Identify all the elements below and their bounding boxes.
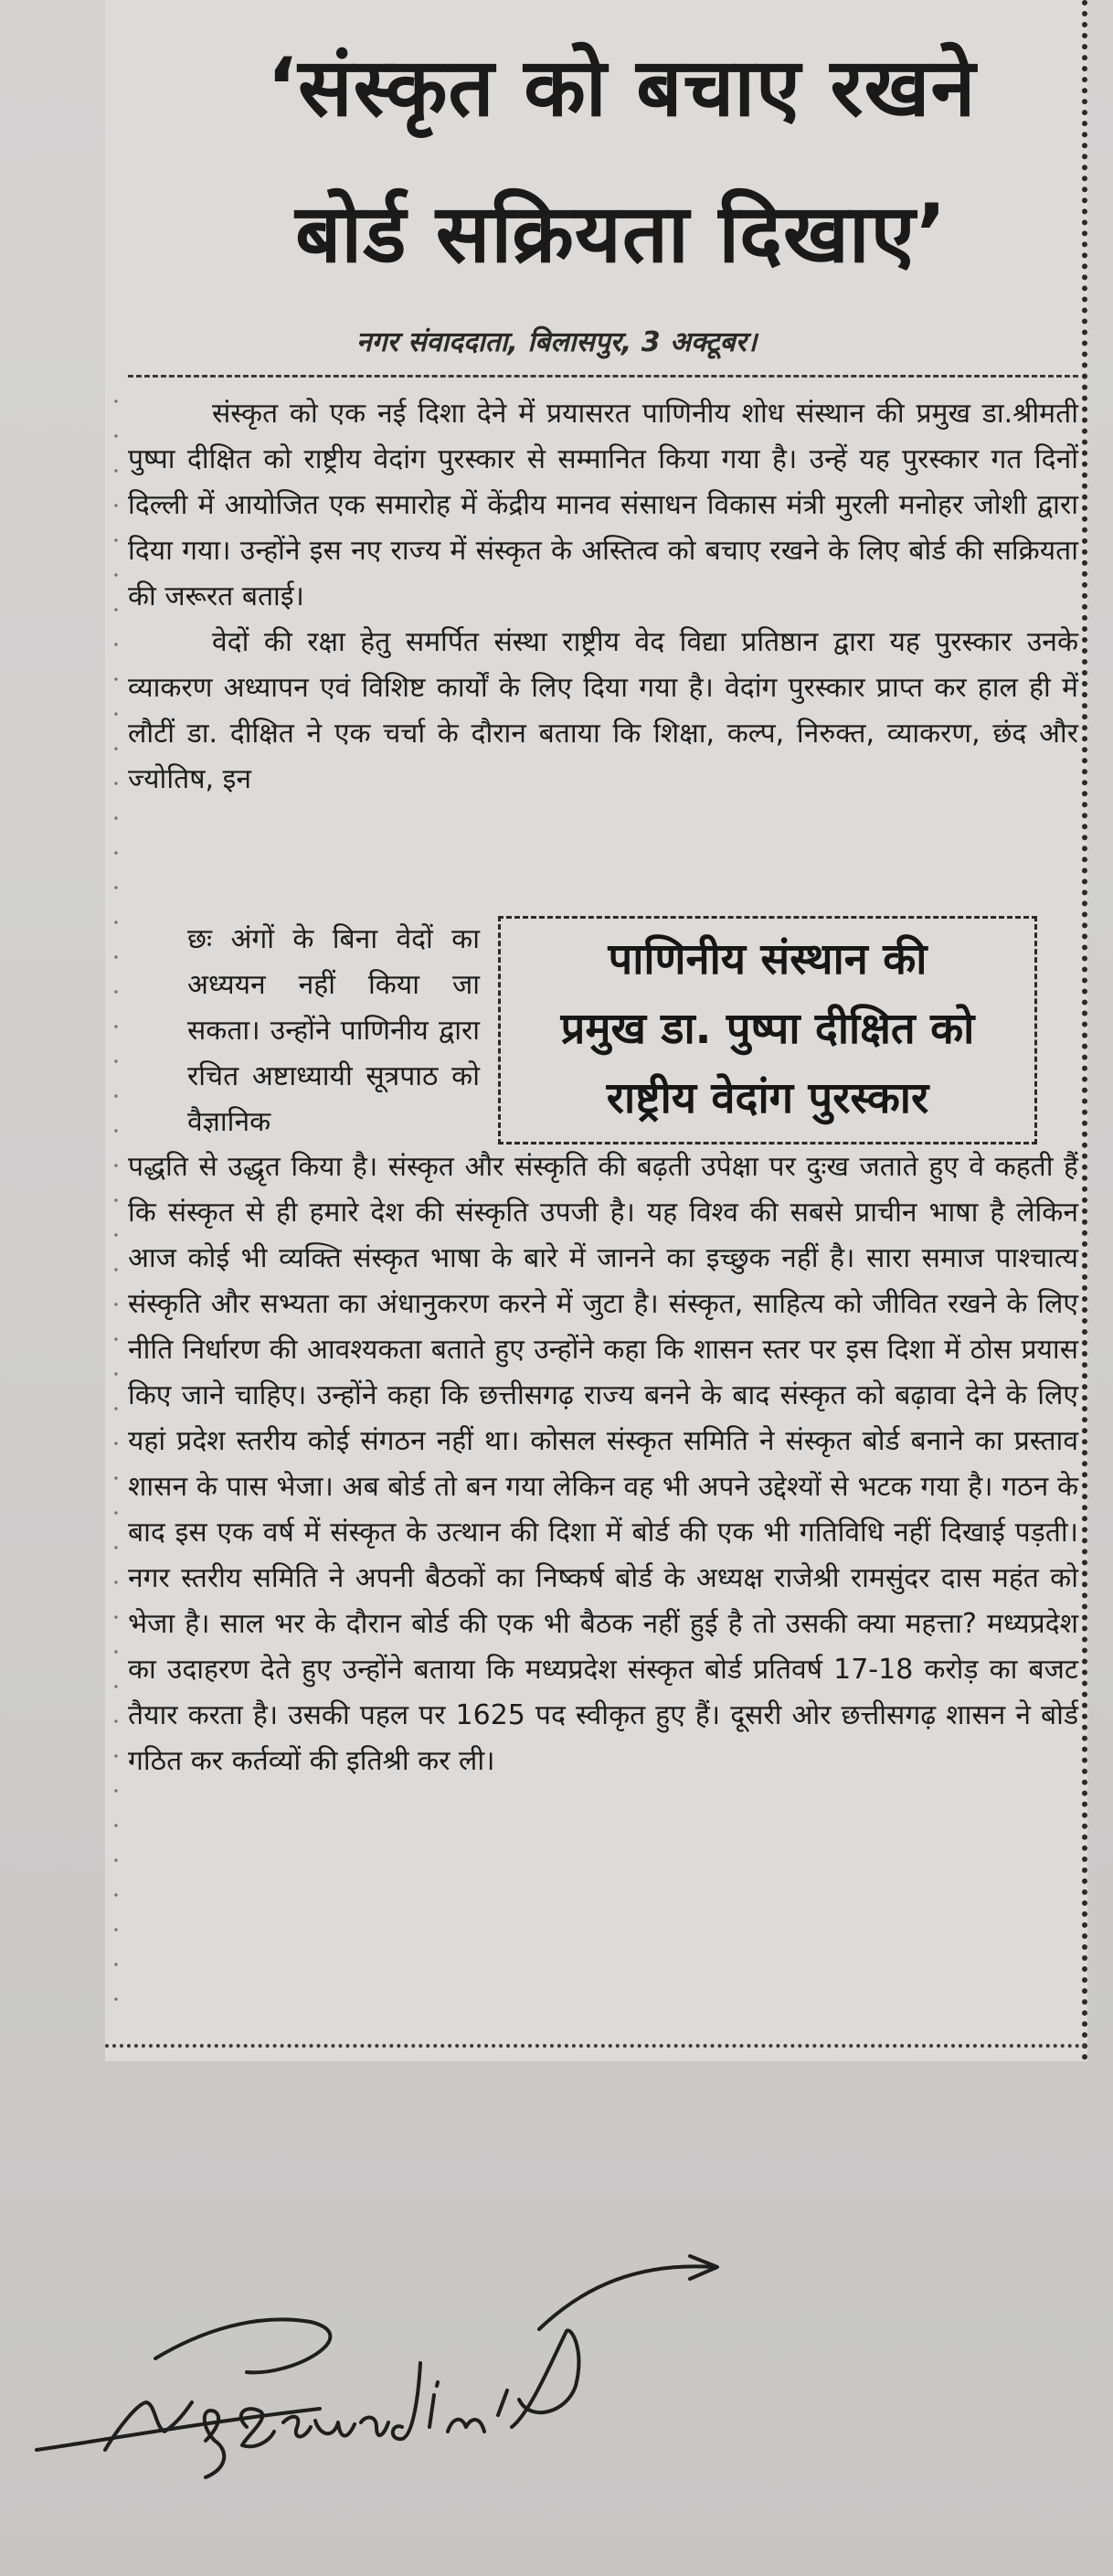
paragraph-2-intro: वेदों की रक्षा हेतु समर्पित संस्था राष्ट्रीय वेद विद्या प्रतिष्ठान द्वारा यह पुरस्कार उनके व्याकरण अध्यापन एवं विशिष्ट कार्यों के लिए दिया गया है। वेदांग पुरस्कार प्राप्त कर हाल ही में लौटीं डा. दीक्षित ने एक चर्चा के दौरान बताया कि शिक्षा, कल्प, निरुक्त, व्याकरण, छंद और ज्योतिष, इन [128, 626, 1078, 795]
scan-speckle-edge [110, 384, 122, 2029]
pull-quote-line-2: प्रमुख डा. पुष्पा दीक्षित को [560, 1004, 975, 1054]
headline-line-2: बोर्ड सक्रियता दिखाए’ [295, 186, 948, 281]
dateline: नगर संवाददाता, बिलासपुर, 3 अक्टूबर। [356, 326, 758, 358]
clipping-cut-edge [105, 2044, 1087, 2060]
pull-quote-line-1: पाणिनीय संस्थान की [608, 934, 928, 985]
article-body [128, 391, 1078, 803]
paragraph-2-side-column: छः अंगों के बिना वेदों का अध्ययन नहीं किया जा सकता। उन्होंने पाणिनीय द्वारा रचित अष्टाध्यायी सूत्रपाठ को वैज्ञानिक [187, 923, 480, 1138]
article-body-continued [128, 1144, 1078, 1784]
handwritten-signature [18, 2176, 768, 2496]
pull-quote-line-3: राष्ट्रीय वेदांग पुरस्कार [606, 1073, 929, 1123]
pull-quote [516, 925, 1019, 1134]
paragraph-2-rest: पद्धति से उद्धृत किया है। संस्कृत और संस्कृति की बढ़ती उपेक्षा पर दुःख जताते हुए वे कहती हैं कि संस्कृत से ही हमारे देश की संस्कृति उपजी है। यह विश्व की सबसे प्राचीन भाषा है लेकिन आज कोई भी व्यक्ति संस्कृत भाषा के बारे में जानने का इच्छुक नहीं है। सारा समाज पाश्चात्य संस्कृति और सभ्यता का अंधानुकरण करने में जुटा है। संस्कृत, साहित्य को जीवित रखने के लिए नीति निर्धारण की आवश्यकता बताते हुए उन्होंने कहा कि शासन स्तर पर इस दिशा में ठोस प्रयास किए जाने चाहिए। उन्होंने कहा कि छत्तीसगढ़ राज्य बनने के बाद संस्कृत को बढ़ावा देने के लिए यहां प्रदेश स्तरीय कोई संगठन नहीं था। कोसल संस्कृत समिति ने संस्कृत बोर्ड बनाने का प्रस्ताव शासन के पास भेजा। अब बोर्ड तो बन गया लेकिन वह भी अपने उद्देश्यों से भटक गया है। गठन के बाद इस एक वर्ष में संस्कृत के उत्थान की दिशा में बोर्ड की एक भी गतिविधि नहीं दिखाई पड़ती। नगर स्तरीय समिति ने अपनी बैठकों का निष्कर्ष बोर्ड के अध्यक्ष राजेश्री रामसुंदर दास महंत को भेजा है। साल भर के दौरान बोर्ड की एक भी बैठक नहीं हुई है तो उसकी क्या महत्ता? मध्यप्रदेश का उदाहरण देते हुए उन्होंने बताया कि मध्यप्रदेश संस्कृत बोर्ड प्रतिवर्ष 17-18 करोड़ का बजट तैयार करता है। उसकी पहल पर 1625 पद स्वीकृत हुए हैं। दूसरी ओर छत्तीसगढ़ शासन ने बोर्ड गठित कर कर्तव्यों की इतिश्री कर ली। [128, 1151, 1078, 1777]
paragraph-1: संस्कृत को एक नई दिशा देने में प्रयासरत पाणिनीय शोध संस्थान की प्रमुख डा.श्रीमती पुष्पा दीक्षित को राष्ट्रीय वेदांग पुरस्कार से सम्मानित किया गया है। उन्हें यह पुरस्कार गत दिनों दिल्ली में आयोजित एक समारोह में केंद्रीय मानव संसाधन विकास मंत्री मुरली मनोहर जोशी द्वारा दिया गया। उन्होंने इस नए राज्य में संस्कृत के अस्तित्व को बचाए रखने के लिए बोर्ड की सक्रियता की जरूरत बताई। [128, 398, 1078, 612]
headline-line-1: ‘संस्कृत को बचाए रखने [266, 40, 977, 134]
headline-rule [128, 375, 1078, 378]
